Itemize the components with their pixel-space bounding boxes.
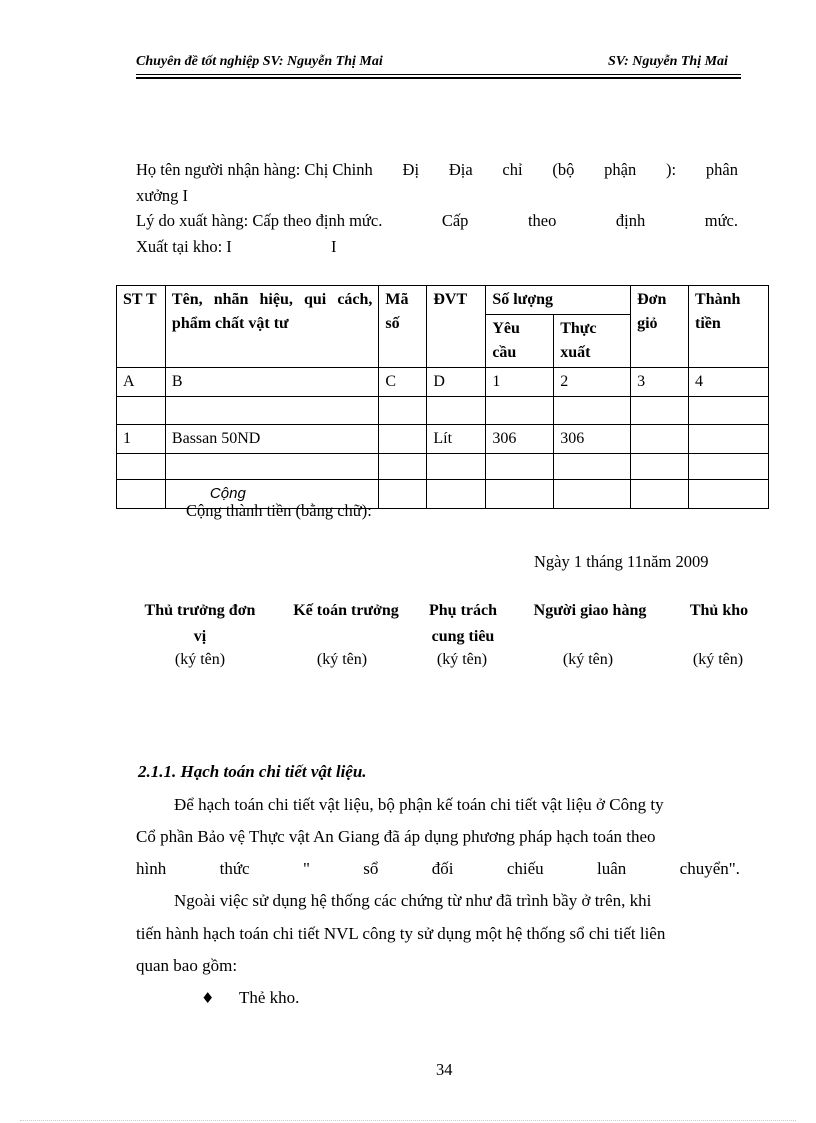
total-in-words: Cộng thành tiền (bằng chữ): (186, 501, 372, 520)
form-line-3: Lý do xuất hàng: Cấp theo định mức. Cấp theo định mức. (136, 211, 738, 230)
paragraph-line: hình thức " sổ đối chiếu luân chuyển". (136, 859, 740, 878)
signature-title-accountant: Kế toán trưởng (293, 602, 399, 619)
paragraph-line: Để hạch toán chi tiết vật liệu, bộ phận kế toán chi tiết vật liệu ở Công ty (174, 795, 664, 814)
header-rule-thick (136, 77, 741, 79)
header-amount: Thành tiền (689, 286, 769, 368)
signature-title-storekeeper: Thủ kho (689, 602, 749, 619)
header-right: SV: Nguyễn Thị Mai (608, 54, 728, 69)
header-code: Mã số (379, 286, 427, 368)
header-qty-req: Yêu cầu (486, 315, 554, 368)
table-row (117, 397, 769, 425)
header-price: Đơn giỏ (631, 286, 689, 368)
signature-note: (ký tên) (562, 651, 614, 668)
total-label: Cộng (165, 480, 379, 509)
list-item: Thẻ kho. (239, 988, 300, 1007)
document-date: Ngày 1 tháng 11năm 2009 (534, 552, 709, 571)
header-qty: Số lượng (486, 286, 631, 315)
recipient-text: Họ tên người nhận hàng: Chị Chinh (136, 160, 373, 179)
header-name: Tên, nhãn hiệu, qui cách, phẩm chất vật tư (165, 286, 379, 368)
signature-title-head: Thủ trưởng đơn vị (144, 602, 256, 645)
table-row (117, 454, 769, 480)
reason-text: Lý do xuất hàng: Cấp theo định mức. (136, 211, 383, 230)
header-unit: ĐVT (427, 286, 486, 368)
header-rule (136, 74, 741, 75)
header-qty-actual: Thực xuất (554, 315, 631, 368)
paragraph-line: quan bao gồm: (136, 956, 238, 975)
warehouse-text-extra: I (331, 237, 337, 256)
page-number: 34 (436, 1060, 453, 1079)
paragraph-line: Ngoài việc sử dụng hệ thống các chứng từ như đã trình bầy ở trên, khi (174, 891, 652, 910)
table-header-row (117, 286, 769, 315)
section-heading: 2.1.1. Hạch toán chi tiết vật liệu. (138, 762, 367, 781)
delivery-slip-table (116, 285, 769, 509)
form-line-2: xưởng I (136, 186, 189, 205)
table-row: 1 Bassan 50ND Lít 306 306 (117, 425, 769, 454)
signature-title-supply: Phụ trách cung tiêu (429, 602, 497, 645)
page-bottom-border (20, 1120, 796, 1121)
signature-title-deliverer: Người giao hàng (533, 602, 647, 619)
warehouse-text: Xuất tại kho: I (136, 237, 232, 256)
signature-note: (ký tên) (436, 651, 488, 668)
signature-note: (ký tên) (316, 651, 368, 668)
form-line-1: Họ tên người nhận hàng: Chị Chinh Đị Địa chỉ (bộ phận ): phân (136, 160, 738, 179)
signature-note: (ký tên) (174, 651, 226, 668)
paragraph-line: tiến hành hạch toán chi tiết NVL công ty sử dụng một hệ thống sổ chi tiết liên (136, 924, 666, 943)
table-letter-row: A B C D 1 2 3 4 (117, 368, 769, 397)
header-stt: ST T (117, 286, 166, 368)
paragraph-line: Cổ phần Bảo vệ Thực vật An Giang đã áp dụng phương pháp hạch toán theo (136, 827, 656, 846)
signature-note: (ký tên) (692, 651, 744, 668)
diamond-bullet-icon: ♦ (201, 989, 215, 1007)
header-left: Chuyên đề tốt nghiệp SV: Nguyễn Thị Mai (136, 54, 383, 69)
